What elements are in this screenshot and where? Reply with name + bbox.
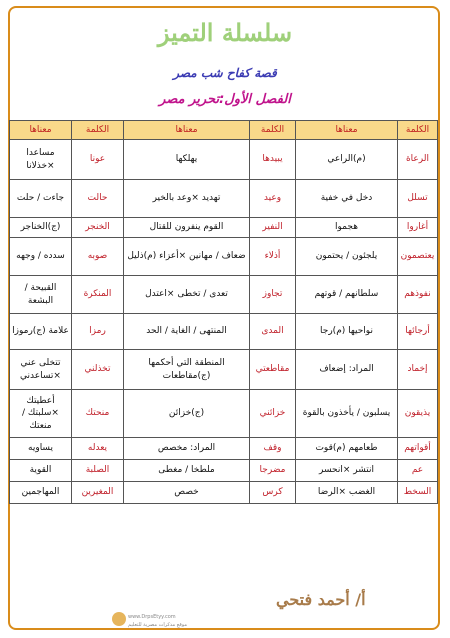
vocab-meaning-cell: تعدى / تخطى ×اعتدل <box>124 276 250 314</box>
vocab-word-cell: أقواتهم <box>398 438 438 460</box>
header-meaning: معناها <box>10 121 72 140</box>
vocab-word-cell: منحتك <box>72 390 124 438</box>
vocab-word-cell: مضرجا <box>250 460 296 482</box>
table-row <box>10 180 438 218</box>
vocab-word-cell: يبيدها <box>250 140 296 180</box>
vocab-meaning-cell: المنتهى / الغاية / الحد <box>124 314 250 350</box>
vocab-word-cell: عم <box>398 460 438 482</box>
series-title: سلسلة التميز <box>157 18 293 47</box>
header-word: الكلمة <box>398 121 438 140</box>
vocab-word-cell: يذيقون <box>398 390 438 438</box>
vocab-meaning-cell: الغضب ×الرضا <box>296 482 398 504</box>
vocab-word-cell: المدى <box>250 314 296 350</box>
vocab-meaning-cell: ضعاف / مهانين ×أعزاء (م)ذليل <box>124 238 250 276</box>
vocab-meaning-cell: المنطقة التي أحكمها (ج)مقاطعات <box>124 350 250 390</box>
table-row <box>10 140 438 180</box>
vocab-meaning-cell: علامة (ج)رموزا <box>10 314 72 350</box>
vocab-meaning-cell: (ج)خزائن <box>124 390 250 438</box>
vocab-meaning-cell: هجموا <box>296 218 398 238</box>
vocab-word-cell: تجاوز <box>250 276 296 314</box>
vocab-word-cell: تسلل <box>398 180 438 218</box>
header-word: الكلمة <box>250 121 296 140</box>
vocab-word-cell: وقف <box>250 438 296 460</box>
vocab-word-cell: يعدله <box>72 438 124 460</box>
site-note: موقع مذكرات مصرية للتعليم <box>128 622 188 628</box>
vocab-word-cell: صوبه <box>72 238 124 276</box>
vocab-word-cell: السخط <box>398 482 438 504</box>
vocab-word-cell: المنكرة <box>72 276 124 314</box>
table-row <box>10 314 438 350</box>
header-meaning: معناها <box>124 121 250 140</box>
vocab-word-cell: نفوذهم <box>398 276 438 314</box>
vocab-meaning-cell: المراد: إضعاف <box>296 350 398 390</box>
vocab-word-cell: عونا <box>72 140 124 180</box>
table-row <box>10 350 438 390</box>
vocab-meaning-cell: نواحيها (م)رجا <box>296 314 398 350</box>
vocab-word-cell: كرس <box>250 482 296 504</box>
vocab-meaning-cell: تهديد ×وعد بالخير <box>124 180 250 218</box>
vocab-meaning-cell: يساويه <box>10 438 72 460</box>
vocab-meaning-cell: طعامهم (م)قوت <box>296 438 398 460</box>
vocab-meaning-cell: انتشر ×انحسر <box>296 460 398 482</box>
vocab-meaning-cell: القوم ينفرون للقتال <box>124 218 250 238</box>
vocab-meaning-cell: القبيحة / البشعة <box>10 276 72 314</box>
vocab-meaning-cell: سدده / وجهه <box>10 238 72 276</box>
vocab-meaning-cell: ملطخا / مغطى <box>124 460 250 482</box>
vocab-word-cell: رمزا <box>72 314 124 350</box>
vocab-word-cell: أرجائها <box>398 314 438 350</box>
header-word: الكلمة <box>72 121 124 140</box>
author-name: أ/ أحمد فتحي <box>276 590 366 609</box>
vocab-word-cell: الخنجر <box>72 218 124 238</box>
vocab-word-cell: أغاروا <box>398 218 438 238</box>
vocab-word-cell: مقاطعتي <box>250 350 296 390</box>
vocab-meaning-cell: المراد: مخصص <box>124 438 250 460</box>
vocab-word-cell: تخذلني <box>72 350 124 390</box>
vocab-word-cell: الصلبة <box>72 460 124 482</box>
vocab-meaning-cell: سلطانهم / قوتهم <box>296 276 398 314</box>
vocab-meaning-cell: يهلكها <box>124 140 250 180</box>
vocab-word-cell: حالت <box>72 180 124 218</box>
table-row <box>10 238 438 276</box>
vocab-meaning-cell: جاءت / حلت <box>10 180 72 218</box>
table-row <box>10 390 438 438</box>
vocabulary-table <box>9 120 438 504</box>
vocab-word-cell: إخماد <box>398 350 438 390</box>
vocab-word-cell: يعتصمون <box>398 238 438 276</box>
story-title: قصة كفاح شب مصر <box>173 66 277 80</box>
site-logo-icon <box>112 612 126 626</box>
vocab-meaning-cell: أعطيتك ×سلبتك / منعتك <box>10 390 72 438</box>
vocab-word-cell: النفير <box>250 218 296 238</box>
vocab-meaning-cell: يلجئون / يحتمون <box>296 238 398 276</box>
vocab-meaning-cell: دخل في خفية <box>296 180 398 218</box>
table-row <box>10 482 438 504</box>
table-row <box>10 438 438 460</box>
header-meaning: معناها <box>296 121 398 140</box>
vocab-word-cell: وعيد <box>250 180 296 218</box>
vocab-word-cell: المغيرين <box>72 482 124 504</box>
table-row <box>10 218 438 238</box>
vocab-meaning-cell: (ج)الخناجر <box>10 218 72 238</box>
table-header-row <box>10 121 438 140</box>
vocab-word-cell: خزائني <box>250 390 296 438</box>
table-row <box>10 276 438 314</box>
vocab-meaning-cell: خصص <box>124 482 250 504</box>
table-row <box>10 460 438 482</box>
vocab-meaning-cell: (م)الراعي <box>296 140 398 180</box>
vocab-meaning-cell: مساعدا ×خذلانا <box>10 140 72 180</box>
vocab-word-cell: الرعاة <box>398 140 438 180</box>
site-url: www.DrpsEtyy.com <box>128 614 176 620</box>
chapter-title: الفصل الأول:تحرير مصر <box>159 92 291 107</box>
vocab-meaning-cell: يسلبون / يأخذون بالقوة <box>296 390 398 438</box>
vocab-meaning-cell: المهاجمين <box>10 482 72 504</box>
vocab-meaning-cell: تتخلى عني ×تساعدني <box>10 350 72 390</box>
vocab-meaning-cell: القوية <box>10 460 72 482</box>
vocab-word-cell: أذلاء <box>250 238 296 276</box>
